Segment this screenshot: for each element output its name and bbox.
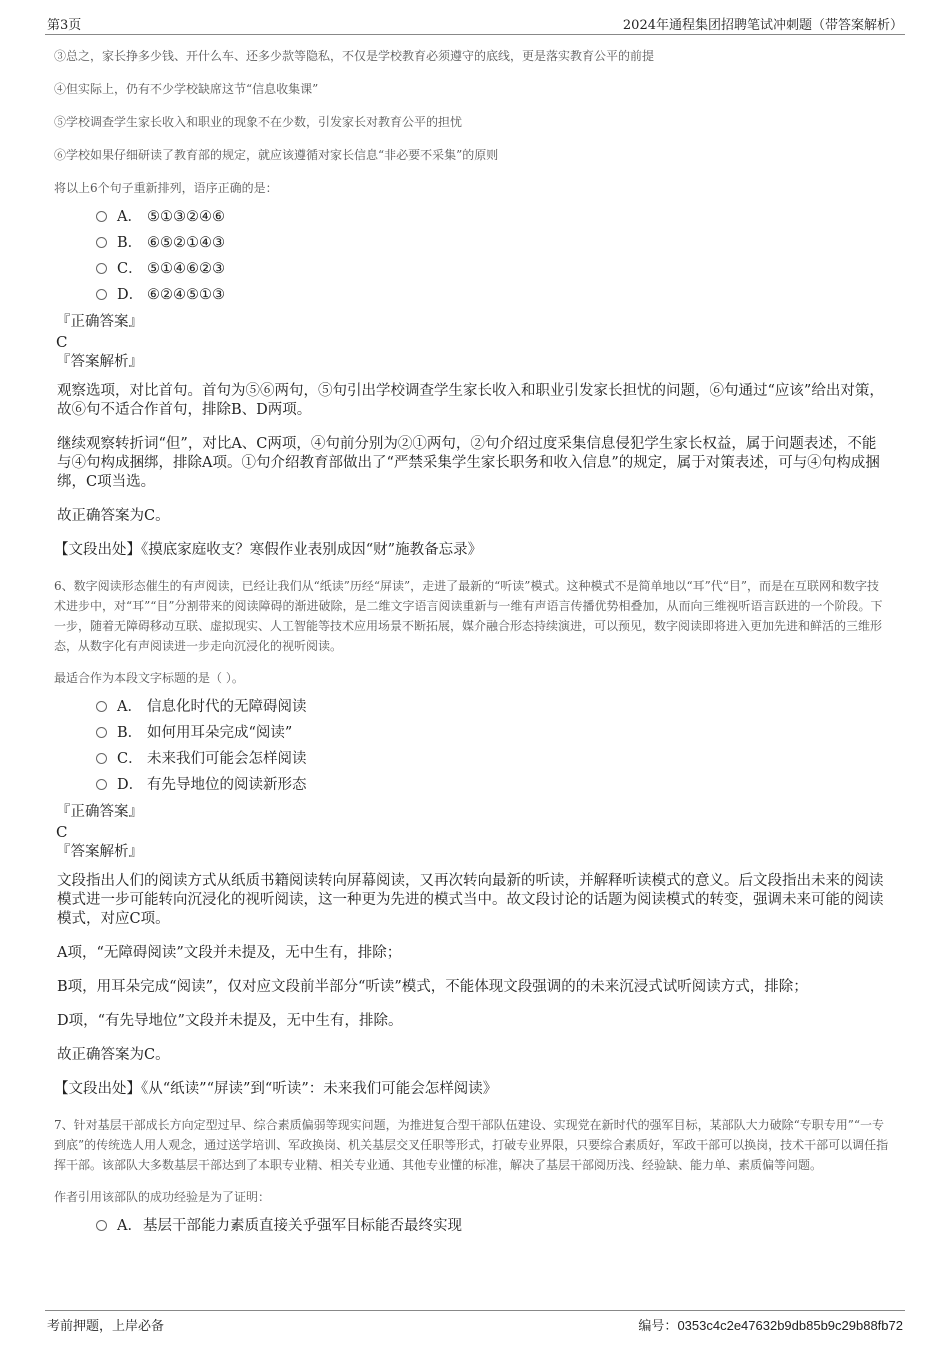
radio-icon[interactable]	[96, 211, 107, 222]
question-prompt: 将以上6个句子重新排列，语序正确的是：	[54, 181, 278, 195]
source-citation: 【文段出处】《摸底家庭收支？寒假作业表别成因“财”施教备忘录》	[54, 542, 483, 558]
option-d[interactable]: D． 有先导地位的阅读新形态	[96, 772, 889, 798]
radio-icon[interactable]	[96, 237, 107, 248]
page-header	[45, 12, 905, 35]
source-citation: 【文段出处】《从“纸读”“屏读”到“听读”：未来我们可能会怎样阅读》	[54, 1081, 498, 1097]
question-prompt: 最适合作为本段文字标题的是（ ）。	[54, 671, 244, 685]
footer-slogan: 考前押题，上岸必备	[47, 1319, 165, 1334]
analysis-paragraph: 文段指出人们的阅读方式从纸质书籍阅读转向屏幕阅读，又再次转向最新的听读，并解释听读模式的意义。后文段指出未来的阅读模式进一步可能转向沉浸化的视听阅读，这一种更为先进的模式当中。故文段讨论的话题为阅读模式的转变，强调未来可能的阅读模式，对应C项。	[57, 873, 884, 927]
sentence-6: ⑥学校如果仔细研读了教育部的规定，就应该遵循对家长信息“非必要不采集”的原则	[54, 148, 499, 162]
answer-label: 『正确答案』	[56, 314, 143, 330]
analysis-body	[57, 872, 889, 1065]
analysis-paragraph: 故正确答案为C。	[57, 508, 170, 524]
radio-icon[interactable]	[96, 779, 107, 790]
page-number: 第3页	[47, 18, 82, 33]
analysis-paragraph: 继续观察转折词“但”，对比A、C两项，④句前分别为②①两句，②句介绍过度采集信息侵犯学生家长权益，属于问题表述，不能与④句构成捆绑，排除A项。①句介绍教育部做出了“严禁采集学生家长职务和收入信息”的规定，属于对策表述，可与④句构成捆绑，C项当选。	[57, 436, 880, 490]
question-6	[54, 576, 889, 1099]
document-code	[638, 1315, 903, 1334]
analysis-paragraph: D项，“有先导地位”文段并未提及，无中生有，排除。	[57, 1013, 403, 1029]
answer-value: C	[56, 823, 68, 841]
code-label: 编号：	[638, 1319, 678, 1334]
analysis-body	[57, 382, 889, 526]
option-b[interactable]: B． ⑥⑤②①④③	[96, 230, 889, 256]
analysis-paragraph: B项，用耳朵完成“阅读”，仅对应文段前半部分“听读”模式，不能体现文段强调的的未来沉浸式试听阅读方式，排除；	[57, 979, 808, 995]
document-title: 2024年通程集团招聘笔试冲刺题（带答案解析）	[622, 18, 903, 33]
option-d[interactable]: D． ⑥②④⑤①③	[96, 282, 889, 308]
question-stem: 7、针对基层干部成长方向定型过早、综合素质偏弱等现实问题，为推进复合型干部队伍建设、实现党在新时代的强军目标，某部队大力破除“专职专用”“一专到底”的传统选人用人观念，通过送学培训、军政换岗、机关基层交叉任职等形式，打破专业界限，只要综合素质好，军政干部可以换岗，技术干部可以调任指挥干部。该部队大多数基层干部达到了本职专业精、相关专业通、其他专业懂的标准，解决了基层干部阅历浅、经验缺、能力单、素质偏等问题。	[54, 1118, 889, 1172]
question-5	[54, 46, 889, 560]
analysis-paragraph: 故正确答案为C。	[57, 1047, 170, 1063]
sentence-5: ⑤学校调查学生家长收入和职业的现象不在少数，引发家长对教育公平的担忧	[54, 115, 463, 129]
radio-icon[interactable]	[96, 289, 107, 300]
code-value: 0353c4c2e47632b9db85b9c29b88fb72	[677, 1318, 903, 1333]
radio-icon[interactable]	[96, 1220, 107, 1231]
question-stem: 6、数字阅读形态催生的有声阅读，已经让我们从“纸读”历经“屏读”，走进了最新的“听读”模式。这种模式不是简单地以“耳”代“目”，而是在互联网和数字技术进步中，对“耳”“目”分割带来的阅读障碍的渐进破除，是二维文字语言阅读重新与一维有声语言传播优势相叠加，从而向三维视听语言跃进的一个阶段。下一步，随着无障碍移动互联、虚拟现实、人工智能等技术应用场景不断拓展，媒介融合形态持续演进，可以预见，数字阅读即将进入更加先进和鲜活的三维形态，从数字化有声阅读进一步走向沉浸化的视听阅读。	[54, 579, 883, 653]
sentence-4: ④但实际上，仍有不少学校缺席这节“信息收集课”	[54, 82, 319, 96]
options-list	[96, 1213, 889, 1239]
analysis-paragraph: 观察选项，对比首句。首句为⑤⑥两句，⑤句引出学校调查学生家长收入和职业引发家长担忧的问题，⑥句通过“应该”给出对策，故⑥句不适合作首句，排除B、D两项。	[57, 383, 884, 418]
options-list	[96, 694, 889, 798]
option-c[interactable]: C． ⑤①④⑥②③	[96, 256, 889, 282]
radio-icon[interactable]	[96, 701, 107, 712]
analysis-label: 『答案解析』	[56, 354, 143, 370]
radio-icon[interactable]	[96, 753, 107, 764]
question-7	[54, 1115, 889, 1239]
radio-icon[interactable]	[96, 727, 107, 738]
option-a[interactable]: A． 信息化时代的无障碍阅读	[96, 694, 889, 720]
radio-icon[interactable]	[96, 263, 107, 274]
answer-label: 『正确答案』	[56, 804, 143, 820]
option-c[interactable]: C． 未来我们可能会怎样阅读	[96, 746, 889, 772]
page-content	[54, 46, 889, 1243]
answer-value: C	[56, 333, 68, 351]
option-a[interactable]: A．基层干部能力素质直接关乎强军目标能否最终实现	[96, 1213, 889, 1239]
sentence-3: ③总之，家长挣多少钱、开什么车、还多少款等隐私，不仅是学校教育必须遵守的底线，更是落实教育公平的前提	[54, 49, 655, 63]
analysis-paragraph: A项，“无障碍阅读”文段并未提及，无中生有，排除；	[57, 945, 402, 961]
analysis-label: 『答案解析』	[56, 844, 143, 860]
question-prompt: 作者引用该部队的成功经验是为了证明：	[54, 1190, 271, 1204]
page-footer	[45, 1310, 905, 1337]
options-list	[96, 204, 889, 308]
option-b[interactable]: B． 如何用耳朵完成“阅读”	[96, 720, 889, 746]
option-a[interactable]: A． ⑤①③②④⑥	[96, 204, 889, 230]
